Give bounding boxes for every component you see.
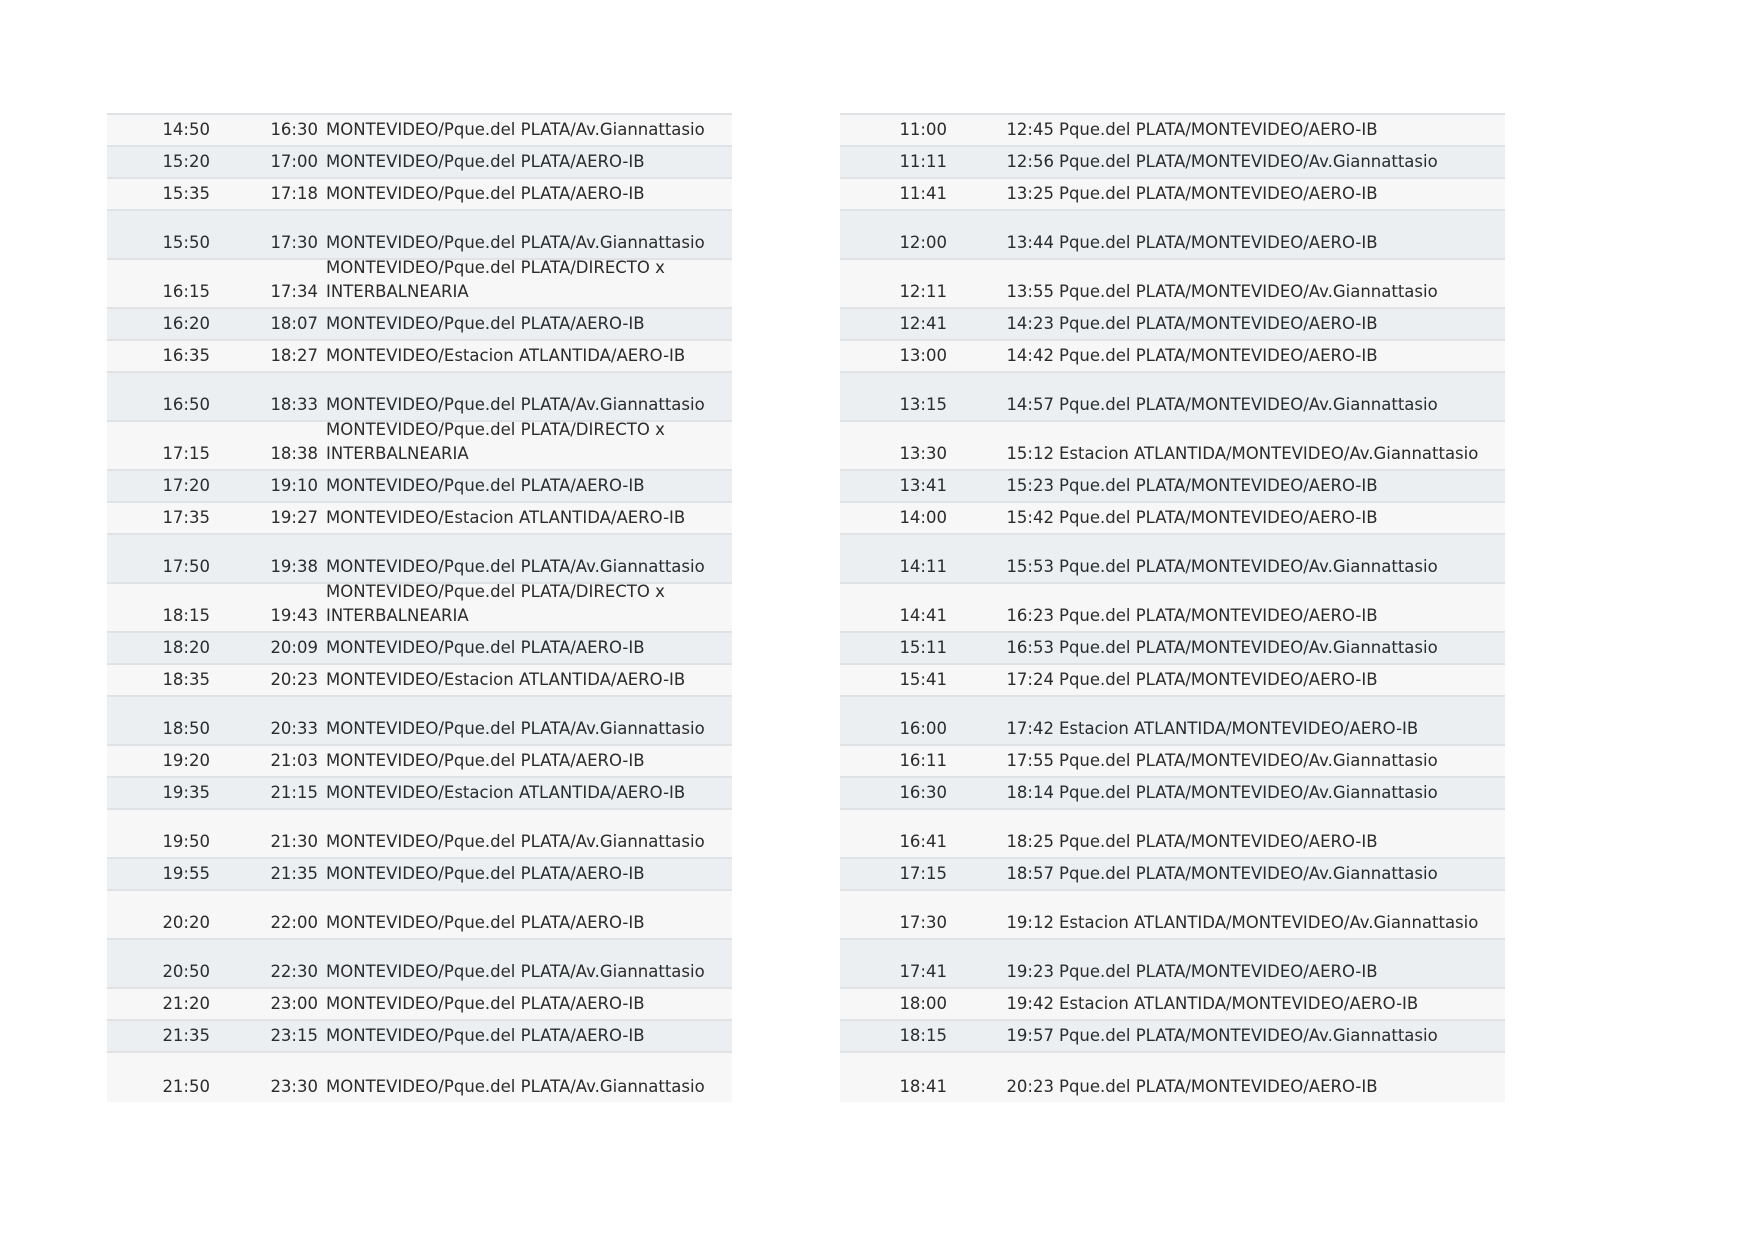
departure-time: 16:41 [899,832,947,851]
route-name: Pque.del PLATA/MONTEVIDEO/Av.Giannattasio [1059,638,1438,657]
departure-time: 14:00 [899,508,947,527]
route-name: Pque.del PLATA/MONTEVIDEO/AERO-IB [1059,1077,1378,1096]
table-row [840,810,1505,859]
route-name: Pque.del PLATA/MONTEVIDEO/Av.Giannattasio [1059,751,1438,770]
arrival-time: 15:12 [1006,444,1054,463]
table-row [107,147,732,179]
arrival-time: 21:30 [270,832,318,851]
arrival-time: 19:23 [1006,962,1054,981]
departure-time: 12:41 [899,314,947,333]
table-row [107,115,732,147]
departure-time: 18:00 [899,994,947,1013]
table-row [840,535,1505,584]
departure-time: 16:20 [162,314,210,333]
arrival-time: 19:38 [270,557,318,576]
arrival-time: 20:23 [270,670,318,689]
arrival-time: 20:33 [270,719,318,738]
table-row [840,778,1505,810]
departure-time: 18:35 [162,670,210,689]
table-row [840,115,1505,147]
departure-time: 16:11 [899,751,947,770]
table-row [107,746,732,778]
route-name: MONTEVIDEO/Pque.del PLATA/Av.Giannattasio [326,1077,705,1096]
table-row [107,1053,732,1102]
departure-time: 13:15 [899,395,947,414]
route-name: Pque.del PLATA/MONTEVIDEO/AERO-IB [1059,508,1378,527]
arrival-time: 18:57 [1006,864,1054,883]
departure-time: 13:41 [899,476,947,495]
table-row [107,260,732,309]
route-name: MONTEVIDEO/Pque.del PLATA/AERO-IB [326,994,645,1013]
arrival-time: 17:18 [270,184,318,203]
arrival-time: 16:53 [1006,638,1054,657]
departure-time: 19:50 [162,832,210,851]
arrival-time: 13:44 [1006,233,1054,252]
table-row [840,373,1505,422]
route-name: MONTEVIDEO/Pque.del PLATA/AERO-IB [326,864,645,883]
table-row [107,697,732,746]
departure-time: 20:20 [162,913,210,932]
arrival-time: 13:55 [1006,282,1054,301]
table-row [840,309,1505,341]
arrival-time: 19:27 [270,508,318,527]
route-name: MONTEVIDEO/Pque.del PLATA/Av.Giannattasio [326,557,705,576]
route-name: MONTEVIDEO/Pque.del PLATA/AERO-IB [326,751,645,770]
departure-time: 16:35 [162,346,210,365]
arrival-time: 23:30 [270,1077,318,1096]
route-name: Pque.del PLATA/MONTEVIDEO/AERO-IB [1059,476,1378,495]
route-name: MONTEVIDEO/Pque.del PLATA/AERO-IB [326,913,645,932]
departure-time: 18:15 [162,606,210,625]
departure-time: 16:15 [162,282,210,301]
route-name: MONTEVIDEO/Pque.del PLATA/AERO-IB [326,184,645,203]
arrival-time: 21:03 [270,751,318,770]
arrival-time: 17:55 [1006,751,1054,770]
arrival-time: 23:15 [270,1026,318,1045]
departure-time: 16:30 [899,783,947,802]
arrival-time: 17:24 [1006,670,1054,689]
departure-time: 15:35 [162,184,210,203]
route-name: MONTEVIDEO/Pque.del PLATA/AERO-IB [326,1026,645,1045]
table-row [840,697,1505,746]
departure-time: 13:00 [899,346,947,365]
arrival-time: 15:42 [1006,508,1054,527]
arrival-time: 22:30 [270,962,318,981]
departure-time: 21:35 [162,1026,210,1045]
arrival-time: 16:30 [270,120,318,139]
table-row [840,422,1505,471]
departure-time: 15:41 [899,670,947,689]
departure-time: 18:41 [899,1077,947,1096]
route-name: MONTEVIDEO/Pque.del PLATA/AERO-IB [326,476,645,495]
route-name: Pque.del PLATA/MONTEVIDEO/AERO-IB [1059,184,1378,203]
table-row [107,859,732,891]
table-row [107,810,732,859]
route-name: Pque.del PLATA/MONTEVIDEO/AERO-IB [1059,670,1378,689]
table-row [107,503,732,535]
arrival-time: 15:53 [1006,557,1054,576]
table-row [840,665,1505,697]
table-row [840,1053,1505,1102]
table-row [107,422,732,471]
arrival-time: 18:07 [270,314,318,333]
route-name: MONTEVIDEO/Pque.del PLATA/Av.Giannattasio [326,962,705,981]
arrival-time: 17:30 [270,233,318,252]
arrival-time: 12:45 [1006,120,1054,139]
departure-time: 17:20 [162,476,210,495]
table-row [840,147,1505,179]
departure-time: 19:35 [162,783,210,802]
route-name: Pque.del PLATA/MONTEVIDEO/Av.Giannattasio [1059,557,1438,576]
table-row [107,665,732,697]
route-name: MONTEVIDEO/Estacion ATLANTIDA/AERO-IB [326,508,686,527]
route-name: Pque.del PLATA/MONTEVIDEO/Av.Giannattasio [1059,864,1438,883]
departure-time: 16:50 [162,395,210,414]
table-row [107,373,732,422]
arrival-time: 18:27 [270,346,318,365]
table-row [840,341,1505,373]
table-row [840,260,1505,309]
table-row [107,471,732,503]
route-name: Estacion ATLANTIDA/MONTEVIDEO/AERO-IB [1059,719,1419,738]
table-row [107,341,732,373]
route-name: MONTEVIDEO/Pque.del PLATA/AERO-IB [326,314,645,333]
table-row [840,503,1505,535]
schedule-table-left [107,113,732,1102]
departure-time: 17:41 [899,962,947,981]
route-name: MONTEVIDEO/Pque.del PLATA/Av.Giannattasio [326,832,705,851]
arrival-time: 14:57 [1006,395,1054,414]
table-row [107,891,732,940]
route-name: MONTEVIDEO/Pque.del PLATA/AERO-IB [326,152,645,171]
departure-time: 15:20 [162,152,210,171]
route-name: MONTEVIDEO/Pque.del PLATA/Av.Giannattasio [326,395,705,414]
table-row [840,179,1505,211]
departure-time: 16:00 [899,719,947,738]
arrival-time: 18:38 [270,444,318,463]
route-name: Estacion ATLANTIDA/MONTEVIDEO/AERO-IB [1059,994,1419,1013]
arrival-time: 15:23 [1006,476,1054,495]
table-row [107,633,732,665]
departure-time: 12:11 [899,282,947,301]
departure-time: 18:50 [162,719,210,738]
table-row [107,584,732,633]
departure-time: 17:15 [899,864,947,883]
departure-time: 19:20 [162,751,210,770]
departure-time: 11:41 [899,184,947,203]
table-row [840,1021,1505,1053]
departure-time: 21:20 [162,994,210,1013]
arrival-time: 23:00 [270,994,318,1013]
schedule-table-right [840,113,1505,1102]
departure-time: 15:50 [162,233,210,252]
departure-time: 17:15 [162,444,210,463]
table-row [840,584,1505,633]
arrival-time: 13:25 [1006,184,1054,203]
departure-time: 14:41 [899,606,947,625]
departure-time: 11:11 [899,152,947,171]
route-name: MONTEVIDEO/Pque.del PLATA/Av.Giannattasio [326,233,705,252]
departure-time: 14:50 [162,120,210,139]
departure-time: 18:15 [899,1026,947,1045]
arrival-time: 18:33 [270,395,318,414]
route-name: Pque.del PLATA/MONTEVIDEO/Av.Giannattasio [1059,1026,1438,1045]
route-name: Pque.del PLATA/MONTEVIDEO/Av.Giannattasio [1059,395,1438,414]
route-name: Pque.del PLATA/MONTEVIDEO/Av.Giannattasio [1059,282,1438,301]
route-name: MONTEVIDEO/Pque.del PLATA/DIRECTO x INTERBALNEARIA [326,258,665,301]
table-row [107,179,732,211]
route-name: MONTEVIDEO/Estacion ATLANTIDA/AERO-IB [326,346,686,365]
route-name: Pque.del PLATA/MONTEVIDEO/AERO-IB [1059,962,1378,981]
departure-time: 17:50 [162,557,210,576]
table-row [840,211,1505,260]
arrival-time: 14:23 [1006,314,1054,333]
departure-time: 11:00 [899,120,947,139]
table-row [107,309,732,341]
arrival-time: 22:00 [270,913,318,932]
table-row [107,535,732,584]
route-name: Pque.del PLATA/MONTEVIDEO/Av.Giannattasio [1059,783,1438,802]
arrival-time: 17:34 [270,282,318,301]
route-name: MONTEVIDEO/Pque.del PLATA/Av.Giannattasio [326,719,705,738]
table-row [840,859,1505,891]
arrival-time: 21:35 [270,864,318,883]
route-name: Pque.del PLATA/MONTEVIDEO/AERO-IB [1059,120,1378,139]
route-name: MONTEVIDEO/Pque.del PLATA/DIRECTO x INTERBALNEARIA [326,582,665,625]
route-name: MONTEVIDEO/Estacion ATLANTIDA/AERO-IB [326,670,686,689]
departure-time: 19:55 [162,864,210,883]
route-name: Pque.del PLATA/MONTEVIDEO/AERO-IB [1059,346,1378,365]
departure-time: 15:11 [899,638,947,657]
route-name: MONTEVIDEO/Estacion ATLANTIDA/AERO-IB [326,783,686,802]
route-name: Pque.del PLATA/MONTEVIDEO/AERO-IB [1059,606,1378,625]
departure-time: 20:50 [162,962,210,981]
table-row [840,940,1505,989]
table-row [107,989,732,1021]
table-row [107,1021,732,1053]
departure-time: 13:30 [899,444,947,463]
departure-time: 21:50 [162,1077,210,1096]
arrival-time: 17:42 [1006,719,1054,738]
route-name: Estacion ATLANTIDA/MONTEVIDEO/Av.Giannattasio [1059,913,1479,932]
table-row [840,633,1505,665]
route-name: Estacion ATLANTIDA/MONTEVIDEO/Av.Giannattasio [1059,444,1479,463]
arrival-time: 20:23 [1006,1077,1054,1096]
arrival-time: 21:15 [270,783,318,802]
arrival-time: 20:09 [270,638,318,657]
route-name: MONTEVIDEO/Pque.del PLATA/DIRECTO x INTERBALNEARIA [326,420,665,463]
arrival-time: 19:43 [270,606,318,625]
arrival-time: 19:12 [1006,913,1054,932]
arrival-time: 12:56 [1006,152,1054,171]
departure-time: 12:00 [899,233,947,252]
arrival-time: 19:42 [1006,994,1054,1013]
arrival-time: 18:14 [1006,783,1054,802]
departure-time: 18:20 [162,638,210,657]
route-name: Pque.del PLATA/MONTEVIDEO/AERO-IB [1059,233,1378,252]
arrival-time: 16:23 [1006,606,1054,625]
arrival-time: 19:10 [270,476,318,495]
departure-time: 17:35 [162,508,210,527]
departure-time: 14:11 [899,557,947,576]
arrival-time: 18:25 [1006,832,1054,851]
table-row [840,891,1505,940]
table-row [840,746,1505,778]
table-row [107,211,732,260]
route-name: Pque.del PLATA/MONTEVIDEO/AERO-IB [1059,832,1378,851]
table-row [840,989,1505,1021]
arrival-time: 19:57 [1006,1026,1054,1045]
table-row [840,471,1505,503]
route-name: Pque.del PLATA/MONTEVIDEO/Av.Giannattasio [1059,152,1438,171]
arrival-time: 17:00 [270,152,318,171]
arrival-time: 14:42 [1006,346,1054,365]
departure-time: 17:30 [899,913,947,932]
route-name: MONTEVIDEO/Pque.del PLATA/Av.Giannattasio [326,120,705,139]
route-name: Pque.del PLATA/MONTEVIDEO/AERO-IB [1059,314,1378,333]
table-row [107,940,732,989]
table-row [107,778,732,810]
route-name: MONTEVIDEO/Pque.del PLATA/AERO-IB [326,638,645,657]
